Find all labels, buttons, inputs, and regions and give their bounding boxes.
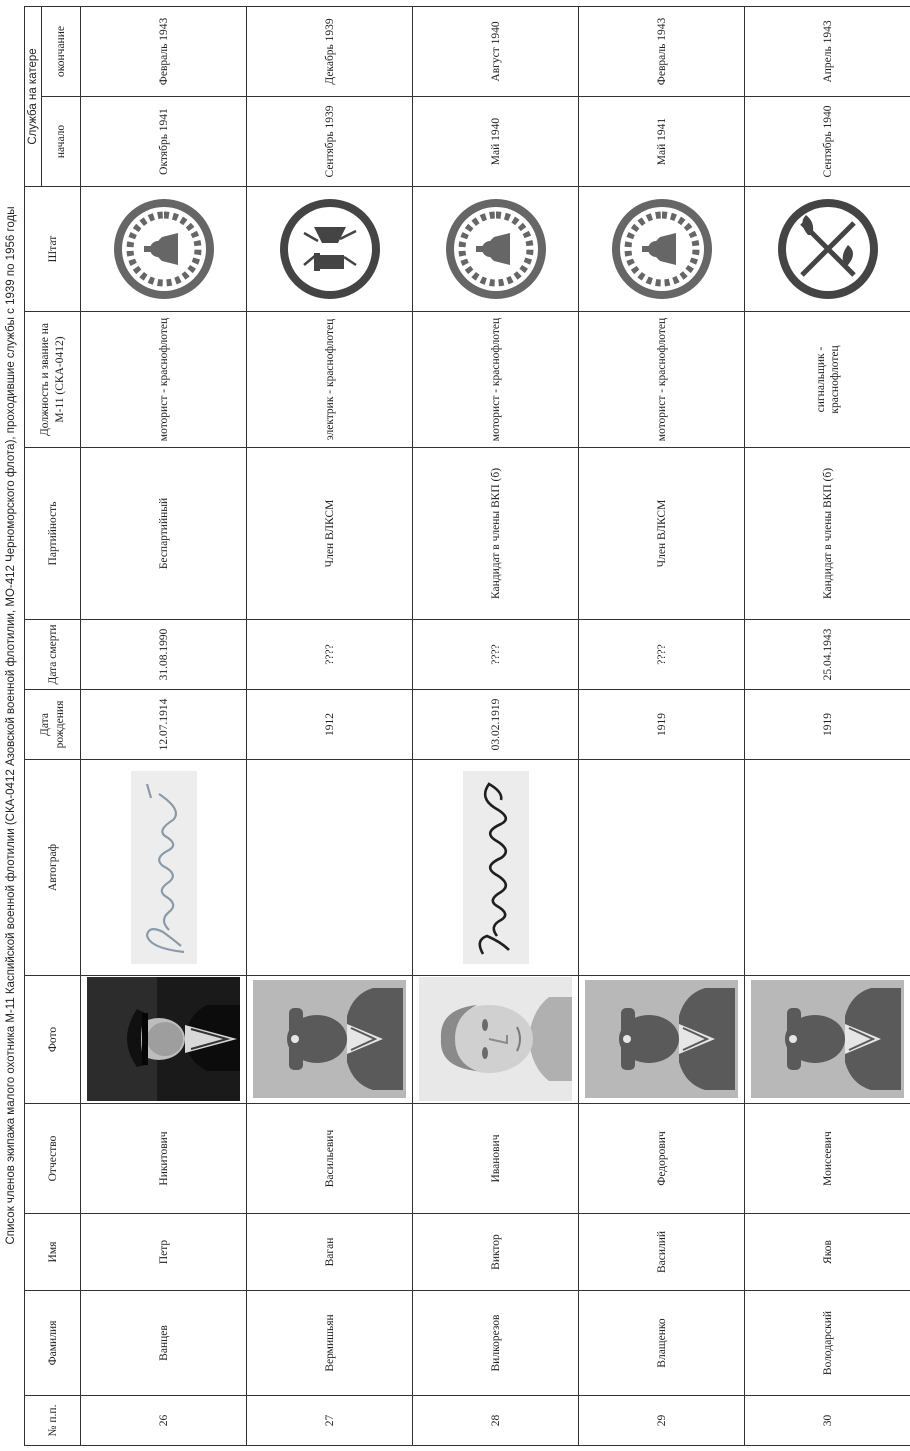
- col-name: Имя: [25, 1214, 81, 1291]
- cell-birth: 1919: [579, 690, 745, 760]
- table-row: [247, 6, 413, 1445]
- sailor-photo: [419, 977, 572, 1101]
- cell-party: Кандидат в члены ВКП (б): [745, 448, 910, 620]
- cell-specialty: [413, 187, 579, 312]
- col-autograph: Автограф: [25, 760, 81, 976]
- col-service-start: начало: [42, 97, 81, 187]
- cell-party: Член ВЛКСМ: [579, 448, 745, 620]
- cell-position: моторист - краснофлотец: [579, 312, 745, 448]
- silhouette-photo: [585, 981, 738, 1099]
- cell-service-start: Май 1941: [579, 97, 745, 187]
- cell-specialty: [745, 187, 910, 312]
- cell-death: ????: [413, 620, 579, 690]
- cell-photo: [745, 976, 910, 1104]
- cell-name: Ваган: [247, 1214, 413, 1291]
- col-position: Должность и звание на М-11 (СКА-0412): [25, 312, 81, 448]
- cell-patronymic: Федорович: [579, 1104, 745, 1214]
- cell-surname: Влащенко: [579, 1291, 745, 1396]
- cell-position: моторист - краснофлотец: [413, 312, 579, 448]
- cell-specialty: [81, 187, 247, 312]
- signalman-emblem-icon: [772, 193, 884, 305]
- cell-death: 25.04.1943: [745, 620, 910, 690]
- motorist-emblem-icon: [606, 193, 718, 305]
- table-header: [25, 6, 81, 1445]
- cell-name: Василий: [579, 1214, 745, 1291]
- cell-num: 29: [579, 1396, 745, 1446]
- cell-surname: Ванцев: [81, 1291, 247, 1396]
- cell-autograph: [579, 760, 745, 976]
- cell-service-start: Октябрь 1941: [81, 97, 247, 187]
- sailor-photo: [87, 977, 240, 1101]
- cell-service-end: Апрель 1943: [745, 6, 910, 96]
- silhouette-photo: [751, 981, 904, 1099]
- cell-photo: [413, 976, 579, 1104]
- cell-num: 26: [81, 1396, 247, 1446]
- cell-patronymic: Никитович: [81, 1104, 247, 1214]
- cell-patronymic: Иванович: [413, 1104, 579, 1214]
- cell-photo: [579, 976, 745, 1104]
- table-body: [81, 6, 910, 1445]
- col-patronymic: Отчество: [25, 1104, 81, 1214]
- cell-party: Член ВЛКСМ: [247, 448, 413, 620]
- cell-num: 28: [413, 1396, 579, 1446]
- cell-num: 27: [247, 1396, 413, 1446]
- cell-death: ????: [579, 620, 745, 690]
- autograph-image: [129, 765, 199, 970]
- cell-autograph: [413, 760, 579, 976]
- cell-autograph: [745, 760, 910, 976]
- autograph-image: [461, 765, 531, 970]
- table-row: [413, 6, 579, 1445]
- cell-surname: Вилкорезов: [413, 1291, 579, 1396]
- cell-name: Петр: [81, 1214, 247, 1291]
- cell-death: ????: [247, 620, 413, 690]
- col-death: Дата смерти: [25, 620, 81, 690]
- table-caption: Список членов экипажа малого охотника М-11 Каспийской военной флотилии (СКА-0412 Азовской военной флотилии, МО-412 Черноморского флота), проходившие службы с 1939 по 1956 годы: [5, 206, 17, 1245]
- cell-name: Яков: [745, 1214, 910, 1291]
- cell-patronymic: Моисеевич: [745, 1104, 910, 1214]
- cell-autograph: [81, 760, 247, 976]
- cell-num: 30: [745, 1396, 910, 1446]
- cell-autograph: [247, 760, 413, 976]
- cell-service-end: Февраль 1943: [579, 6, 745, 96]
- cell-service-start: Май 1940: [413, 97, 579, 187]
- cell-service-start: Сентябрь 1940: [745, 97, 910, 187]
- col-num: № п.п.: [25, 1396, 81, 1446]
- cell-specialty: [579, 187, 745, 312]
- cell-position: электрик - краснофлотец: [247, 312, 413, 448]
- col-birth: Дата рождения: [25, 690, 81, 760]
- cell-specialty: [247, 187, 413, 312]
- cell-service-end: Август 1940: [413, 6, 579, 96]
- crew-table: [24, 6, 910, 1446]
- motorist-emblem-icon: [440, 193, 552, 305]
- table-row: [81, 6, 247, 1445]
- motorist-emblem-icon: [108, 193, 220, 305]
- cell-birth: 03.02.1919: [413, 690, 579, 760]
- table-row: [745, 6, 910, 1445]
- cell-birth: 1919: [745, 690, 910, 760]
- cell-surname: Володарский: [745, 1291, 910, 1396]
- electrician-emblem-icon: [274, 193, 386, 305]
- cell-photo: [81, 976, 247, 1104]
- col-photo: Фото: [25, 976, 81, 1104]
- cell-photo: [247, 976, 413, 1104]
- cell-party: Беспартийный: [81, 448, 247, 620]
- cell-birth: 12.07.1914: [81, 690, 247, 760]
- cell-service-end: Февраль 1943: [81, 6, 247, 96]
- col-specialty: Штат: [25, 187, 81, 312]
- col-service-end: окончание: [42, 6, 81, 96]
- silhouette-photo: [253, 981, 406, 1099]
- col-service-group: Служба на катере: [25, 6, 42, 186]
- cell-birth: 1912: [247, 690, 413, 760]
- cell-service-end: Декабрь 1939: [247, 6, 413, 96]
- cell-death: 31.08.1990: [81, 620, 247, 690]
- cell-surname: Вермишьян: [247, 1291, 413, 1396]
- col-surname: Фамилия: [25, 1291, 81, 1396]
- cell-patronymic: Васильевич: [247, 1104, 413, 1214]
- table-row: [579, 6, 745, 1445]
- col-party: Партийность: [25, 448, 81, 620]
- cell-name: Виктор: [413, 1214, 579, 1291]
- cell-position: сигнальщик - краснофлотец: [745, 312, 910, 448]
- cell-service-start: Сентябрь 1939: [247, 97, 413, 187]
- cell-position: моторист - краснофлотец: [81, 312, 247, 448]
- cell-party: Кандидат в члены ВКП (б): [413, 448, 579, 620]
